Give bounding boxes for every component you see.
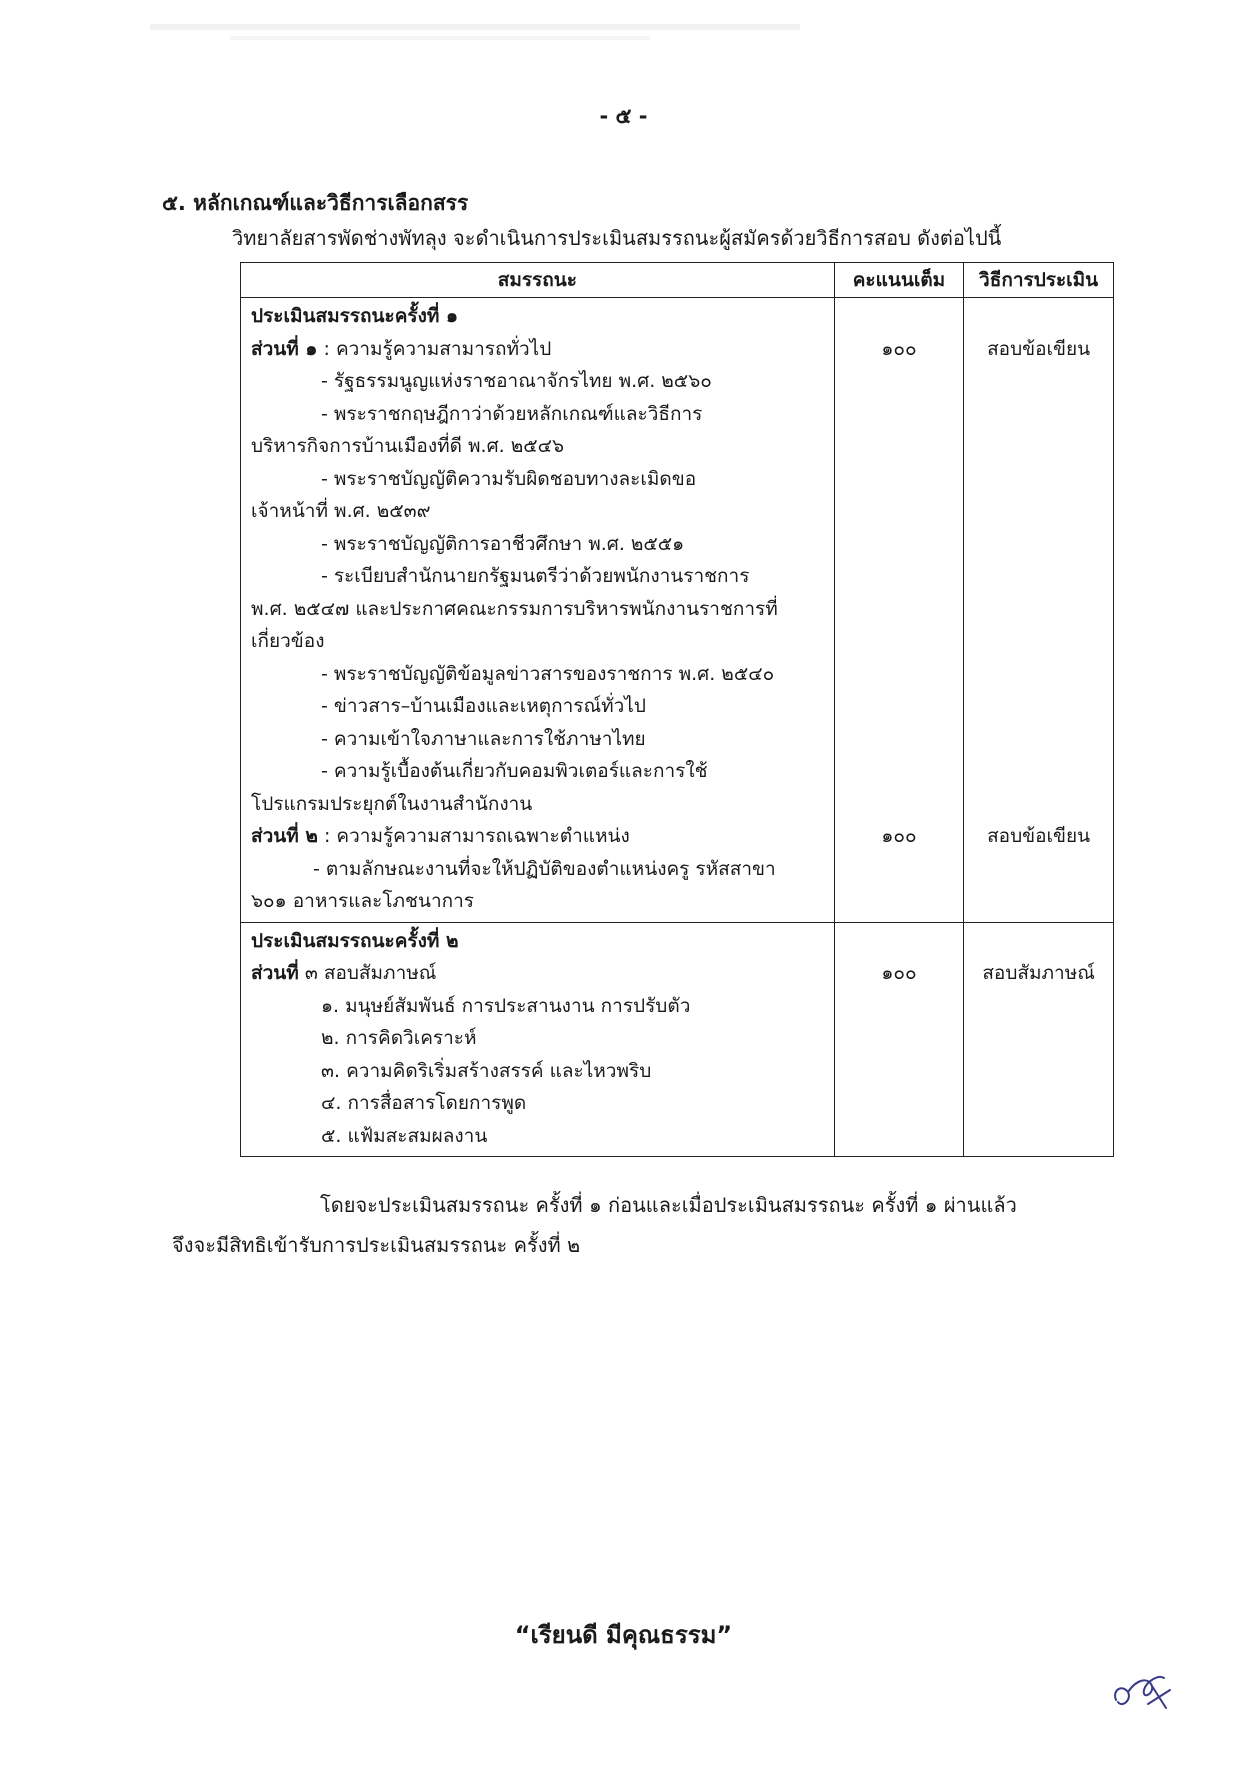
part-1-method: สอบข้อเขียน bbox=[987, 337, 1091, 360]
part-3-item: ๑. มนุษย์สัมพันธ์ การประสานงาน การปรับตัว bbox=[321, 994, 691, 1017]
part-1-item: พ.ศ. ๒๕๔๗ และประกาศคณะกรรมการบริหารพนักงานราชการที่ bbox=[251, 597, 778, 620]
part-1-item: บริหารกิจการบ้านเมืองที่ดี พ.ศ. ๒๕๔๖ bbox=[251, 435, 565, 457]
part-2-title: : ความรู้ความสามารถเฉพาะตำแหน่ง bbox=[317, 825, 630, 847]
round-1-score-cell bbox=[834, 298, 964, 923]
part-3-score: ๑๐๐ bbox=[881, 962, 917, 984]
table-header-row bbox=[241, 263, 1114, 298]
part-1-label: ส่วนที่ ๑ bbox=[251, 337, 318, 360]
section-heading: ๕. หลักเกณฑ์และวิธีการเลือกสรร bbox=[162, 191, 469, 215]
part-2-heading bbox=[251, 820, 826, 853]
part-1-item: - พระราชบัญญัติความรับผิดชอบทางละเมิดขอ bbox=[321, 467, 697, 490]
round-1-competency-cell bbox=[241, 298, 835, 923]
part-2-score: ๑๐๐ bbox=[881, 825, 917, 847]
part-1-item: โปรแกรมประยุกต์ในงานสำนักงาน bbox=[251, 792, 533, 815]
part-1-item: เกี่ยวข้อง bbox=[251, 630, 325, 652]
part-1-item: - ข่าวสาร–บ้านเมืองและเหตุการณ์ทั่วไป bbox=[321, 695, 646, 717]
part-3-label: ส่วนที่ bbox=[251, 962, 299, 984]
part-3-item: ๔. การสื่อสารโดยการพูด bbox=[321, 1092, 527, 1114]
college-motto: “เรียนดี มีคุณธรรม” bbox=[514, 1621, 733, 1649]
header-method: วิธีการประเมิน bbox=[964, 263, 1114, 298]
header-competency: สมรรถนะ bbox=[241, 263, 835, 298]
part-3-title: ๓ สอบสัมภาษณ์ bbox=[298, 962, 437, 984]
closing-paragraph bbox=[172, 1185, 1132, 1265]
part-1-item: - พระราชกฤษฎีกาว่าด้วยหลักเกณฑ์และวิธีการ bbox=[321, 402, 703, 425]
part-1-item: - รัฐธรรมนูญแห่งราชอาณาจักรไทย พ.ศ. ๒๕๖๐ bbox=[321, 370, 712, 392]
part-1-item: เจ้าหน้าที่ พ.ศ. ๒๕๓๙ bbox=[251, 500, 431, 522]
part-1-item: - ความเข้าใจภาษาและการใช้ภาษาไทย bbox=[321, 727, 646, 750]
round-2-score-cell bbox=[834, 922, 964, 1157]
part-1-item: - ความรู้เบื้องต้นเกี่ยวกับคอมพิวเตอร์และการใช้ bbox=[321, 760, 708, 782]
part-2-item: - ตามลักษณะงานที่จะให้ปฏิบัติของตำแหน่งครู รหัสสาขา bbox=[313, 857, 776, 880]
part-3-heading bbox=[251, 957, 826, 990]
part-3-item: ๓. ความคิดริเริ่มสร้างสรรค์ และไหวพริบ bbox=[321, 1059, 652, 1082]
part-1-title: : ความรู้ความสามารถทั่วไป bbox=[317, 337, 552, 360]
part-3-item: ๒. การคิดวิเคราะห์ bbox=[321, 1027, 477, 1049]
part-1-heading bbox=[251, 333, 826, 366]
round-1-method-cell bbox=[964, 298, 1114, 923]
round-1-title: ประเมินสมรรถนะครั้งที่ ๑ bbox=[251, 305, 459, 327]
round-2-method-cell bbox=[964, 922, 1114, 1157]
criteria-table bbox=[240, 262, 1114, 1157]
scan-artifact bbox=[150, 10, 800, 50]
round-2-title: ประเมินสมรรถนะครั้งที่ ๒ bbox=[251, 929, 459, 952]
page-number: - ๕ - bbox=[599, 104, 648, 128]
intro-paragraph: วิทยาลัยสารพัดช่างพัทลุง จะดำเนินการประเมินสมรรถนะผู้สมัครด้วยวิธีการสอบ ดังต่อไปนี้ bbox=[232, 226, 1002, 250]
part-1-score: ๑๐๐ bbox=[881, 337, 917, 360]
closing-line-1: โดยจะประเมินสมรรถนะ ครั้งที่ ๑ ก่อนและเมื่อประเมินสมรรถนะ ครั้งที่ ๑ ผ่านแล้ว bbox=[320, 1193, 1017, 1217]
table-row-round-1 bbox=[241, 298, 1114, 923]
signature-mark bbox=[1108, 1660, 1178, 1720]
round-2-competency-cell bbox=[241, 922, 835, 1157]
header-full-score: คะแนนเต็ม bbox=[834, 263, 964, 298]
table-row-round-2 bbox=[241, 922, 1114, 1157]
part-1-item: - พระราชบัญญัติข้อมูลข่าวสารของราชการ พ.ศ. ๒๕๔๐ bbox=[321, 662, 775, 685]
part-2-item: ๖๐๑ อาหารและโภชนาการ bbox=[251, 890, 474, 912]
part-2-method: สอบข้อเขียน bbox=[987, 825, 1091, 847]
part-1-item: - ระเบียบสำนักนายกรัฐมนตรีว่าด้วยพนักงานราชการ bbox=[321, 565, 750, 587]
part-2-label: ส่วนที่ ๒ bbox=[251, 825, 318, 847]
part-3-method: สอบสัมภาษณ์ bbox=[982, 962, 1095, 984]
part-1-item: - พระราชบัญญัติการอาชีวศึกษา พ.ศ. ๒๕๕๑ bbox=[321, 532, 685, 555]
part-3-item: ๕. แฟ้มสะสมผลงาน bbox=[321, 1124, 488, 1147]
closing-line-2: จึงจะมีสิทธิเข้ารับการประเมินสมรรถนะ ครั้งที่ ๒ bbox=[172, 1233, 581, 1257]
